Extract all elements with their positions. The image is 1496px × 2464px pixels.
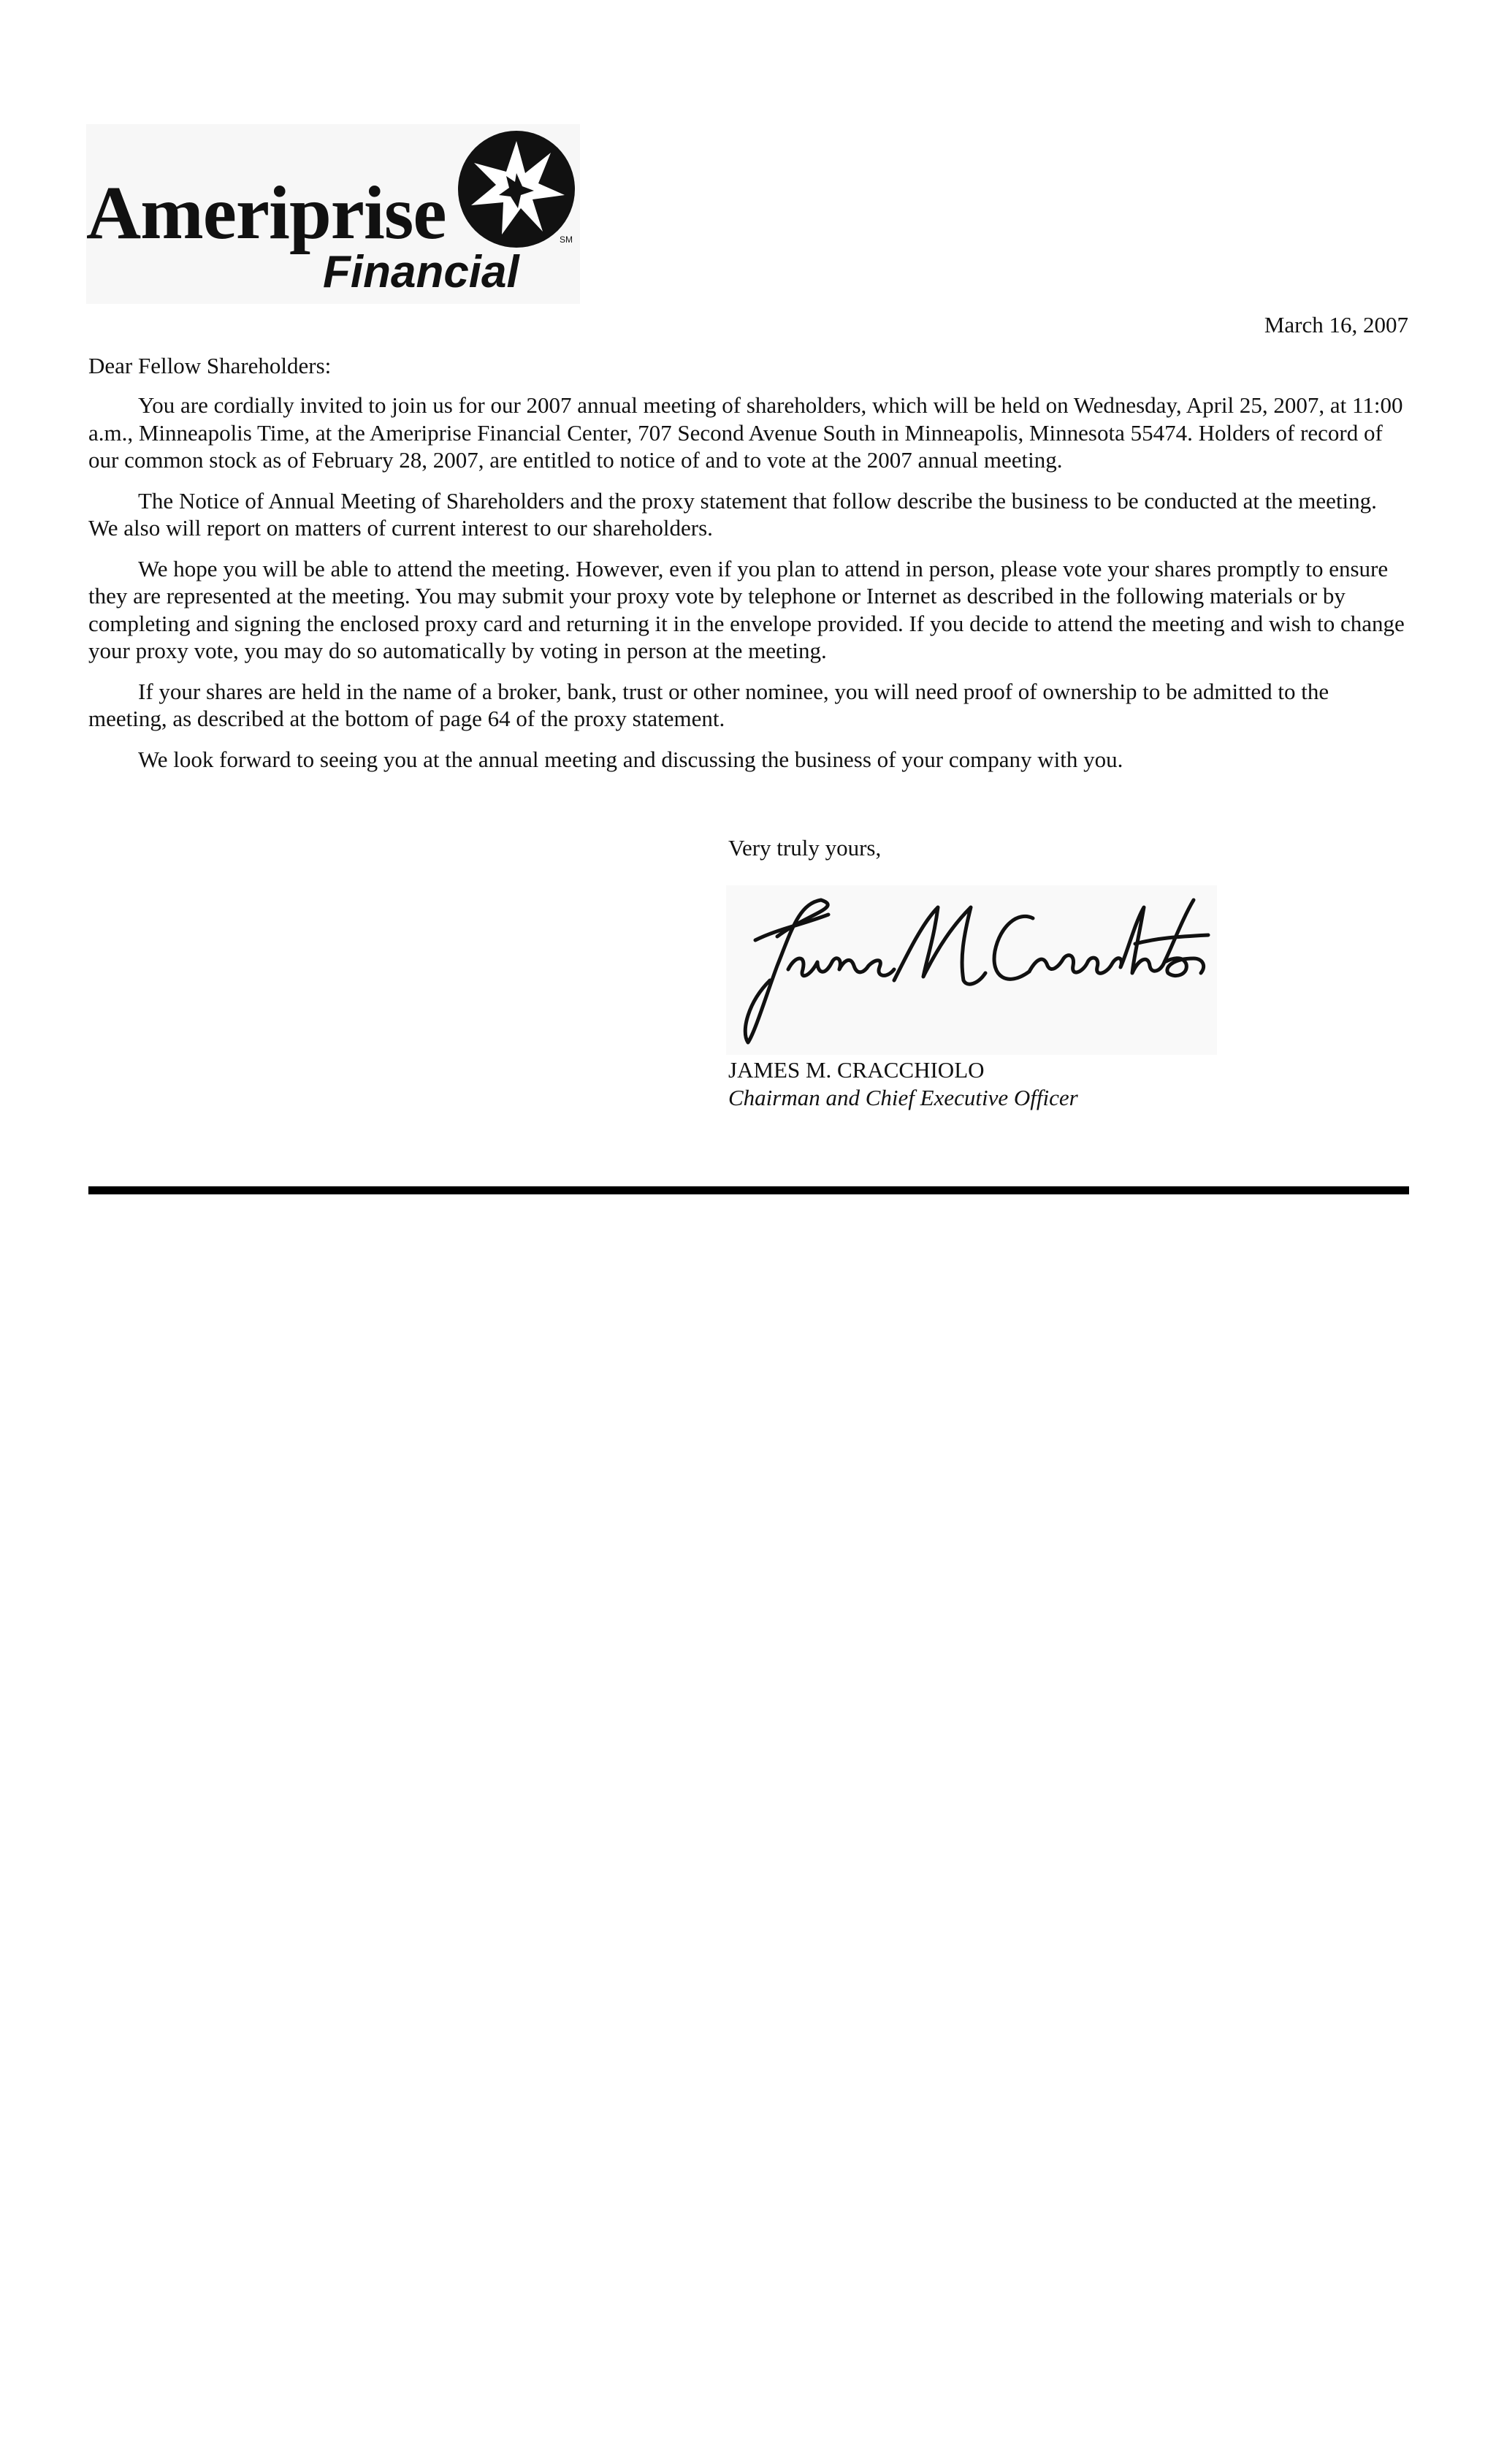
logo-wordmark: Ameriprise: [86, 171, 446, 255]
service-mark: SM: [560, 234, 573, 245]
closing: Very truly yours,: [728, 835, 882, 861]
letter-body: [88, 392, 1408, 786]
star-in-circle-icon: [457, 130, 576, 248]
ameriprise-logo: [86, 124, 580, 304]
paragraph: You are cordially invited to join us for our 2007 annual meeting of shareholders, which will be held on Wednesday, April 25, 2007, at 11:00 a.m., Minneapolis Time, at the Ameriprise Financial Center, 707 Second Avenue South in Minneapolis, Minnesota 55474. Holders of record of our common stock as of February 28, 2007, are entitled to notice of and to vote at the 2007 annual meeting.: [88, 392, 1403, 473]
handwritten-signature: [726, 885, 1217, 1055]
signer-title: Chairman and Chief Executive Officer: [728, 1085, 1078, 1110]
paragraph: If your shares are held in the name of a broker, bank, trust or other nominee, you will need proof of ownership to be admitted to the meeting, as described at the bottom of page 64 of the proxy statement.: [88, 678, 1329, 731]
logo-subtitle: Financial: [323, 247, 519, 297]
paragraph: We look forward to seeing you at the annual meeting and discussing the business of your company with you.: [138, 746, 1123, 772]
horizontal-divider: [88, 1186, 1409, 1194]
signer-name: JAMES M. CRACCHIOLO: [728, 1057, 985, 1083]
salutation: Dear Fellow Shareholders:: [88, 353, 332, 378]
paragraph: We hope you will be able to attend the meeting. However, even if you plan to attend in person, please vote your shares promptly to ensure they are represented at the meeting. You may submit your proxy vote by telephone or Internet as described in the following materials or by completing and signing the enclosed proxy card and returning it in the envelope provided. If you decide to attend the meeting and wish to change your proxy vote, you may do so automatically by voting in person at the meeting.: [88, 555, 1405, 663]
letter-date: March 16, 2007: [1264, 312, 1408, 337]
paragraph: The Notice of Annual Meeting of Shareholders and the proxy statement that follow describe the business to be conducted at the meeting. We also will report on matters of current interest to our shareholders.: [88, 487, 1377, 541]
